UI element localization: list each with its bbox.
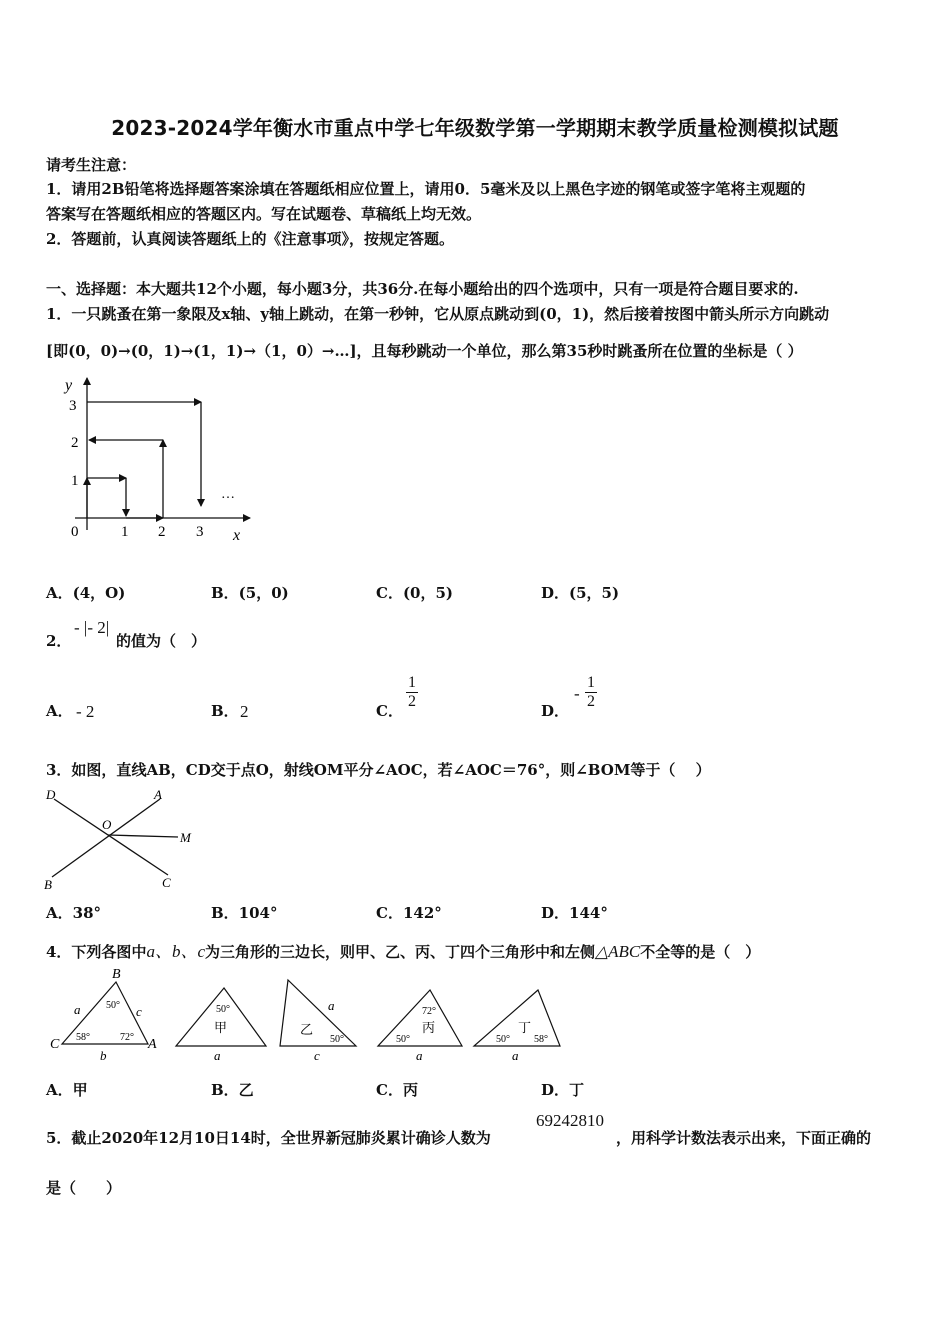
triangle-yi (280, 980, 356, 1063)
q4-text-triangle: △ABC (595, 942, 641, 961)
tri-ding-angle-left: 50° (496, 1034, 510, 1045)
tri-bing-label: 丙 (422, 1020, 436, 1035)
q1-fig-x1: 1 (121, 524, 129, 540)
q4-option-b: B．乙 (211, 1081, 254, 1099)
q4-text-end: 不全等的是（ ） (640, 943, 761, 961)
q2-text: 的值为（ ） (116, 632, 207, 650)
tri-abc-angle-c: 58° (76, 1032, 90, 1043)
q3-text: 3．如图，直线AB，CD交于点O，射线OM平分∠AOC，若∠AOC＝76°，则∠BOM等于（ ） (46, 761, 711, 779)
q1-figure (55, 370, 265, 550)
q4-option-c: C．丙 (376, 1081, 418, 1099)
q2-option-b-value: 2 (240, 702, 249, 721)
triangle-abc (50, 967, 157, 1063)
q1-option-b: B．(5，0) (211, 584, 289, 602)
q1-text-2: [即(0，0)→(0，1)→(1，1)→（1，0）→…]，且每秒跳动一个单位，那么第35秒时跳蚤所在位置的坐标是（ ） (46, 342, 803, 360)
tri-abc-b: B (112, 967, 121, 982)
tri-jia-angle: 50° (216, 1004, 230, 1015)
tri-jia-side: a (214, 1048, 221, 1063)
q2-expression: - |- 2| (74, 618, 110, 637)
q1-text-1: 1．一只跳蚤在第一象限及x轴、y轴上跳动，在第一秒钟，它从原点跳动到(0，1)，然后接着按图中箭头所示方向跳动 (46, 305, 830, 323)
section-heading: 一、选择题：本大题共12个小题，每小题3分，共36分.在每小题给出的四个选项中，只有一项是符合题目要求的. (46, 280, 799, 298)
triangle-jia (176, 988, 266, 1063)
q1-fig-x3: 3 (196, 524, 204, 540)
tri-ding-side: a (512, 1048, 519, 1063)
q3-fig-label-m: M (180, 830, 191, 845)
q3-option-a: A．38° (46, 904, 102, 922)
q2-option-d-sign: - (574, 684, 580, 703)
q1-option-a: A．(4，O) (46, 584, 126, 602)
q3-fig-label-c: C (162, 875, 171, 890)
tri-bing-side: a (416, 1048, 423, 1063)
q4-figure (44, 964, 574, 1064)
q2-option-c-label: C． (376, 702, 403, 720)
tri-ding-label: 丁 (518, 1020, 532, 1035)
tri-abc-angle-b: 50° (106, 1000, 120, 1011)
q3-fig-label-d: D (46, 787, 56, 802)
q4-text-mid: 为三角形的三边长，则甲、乙、丙、丁四个三角形中和左侧 (205, 943, 596, 961)
q2-option-b-label: B． (211, 702, 239, 720)
q2-option-d-fraction (585, 674, 597, 711)
notice-heading: 请考生注意： (46, 156, 137, 174)
q5-text-2: 是（ ） (46, 1179, 122, 1197)
tri-ding-angle-right: 58° (534, 1034, 548, 1045)
tri-yi-side-c: c (314, 1048, 320, 1063)
q1-fig-y-label: y (65, 377, 73, 394)
tri-abc-side-a: a (74, 1002, 81, 1017)
q2-option-a-value: - 2 (76, 702, 95, 721)
q5-text-post: ，用科学计数法表示出来，下面正确的 (616, 1129, 872, 1147)
q3-option-c: C．142° (376, 904, 442, 922)
q5-text-pre: 5．截止2020年12月10日14时，全世界新冠肺炎累计确诊人数为 (46, 1129, 491, 1147)
q1-fig-y2: 2 (71, 435, 79, 451)
q1-option-c: C．(0，5) (376, 584, 454, 602)
q2-d-numerator: 1 (587, 674, 595, 691)
q2-c-numerator: 1 (408, 674, 416, 691)
triangle-ding (474, 990, 560, 1063)
q3-option-d: D．144° (541, 904, 608, 922)
notice-item-1-cont: 答案写在答题纸相应的答题区内。写在试题卷、草稿纸上均无效。 (46, 205, 482, 223)
q1-fig-y1: 1 (71, 473, 79, 489)
notice-item-1: 1．请用2B铅笔将选择题答案涂填在答题纸相应位置上，请用0．5毫米及以上黑色字迹的钢笔或签字笔将主观题的 (46, 180, 806, 198)
q2-option-d-label: D． (541, 702, 570, 720)
tri-yi-angle: 50° (330, 1034, 344, 1045)
tri-abc-side-b: b (100, 1048, 107, 1063)
q4-text-pre: 4．下列各图中 (46, 943, 147, 961)
triangle-bing (378, 990, 462, 1063)
q2-number: 2． (46, 632, 72, 650)
q2-option-c-fraction (406, 674, 418, 711)
tri-jia-label: 甲 (214, 1020, 228, 1035)
q1-fig-y3: 3 (69, 398, 77, 414)
q1-fig-x2: 2 (158, 524, 166, 540)
q1-fig-dots: … (221, 487, 235, 502)
tri-bing-angle-left: 50° (396, 1034, 410, 1045)
q1-fig-x-label: x (233, 527, 241, 544)
q5-number: 69242810 (536, 1111, 604, 1130)
q1-option-d: D．(5，5) (541, 584, 620, 602)
q4-option-a: A．甲 (46, 1081, 88, 1099)
q3-fig-label-a: A (154, 787, 162, 802)
tri-abc-angle-a: 72° (120, 1032, 134, 1043)
q2-option-a-label: A． (46, 702, 73, 720)
q3-fig-label-b: B (44, 877, 52, 892)
tri-abc-c: C (50, 1037, 60, 1052)
q4-text (46, 937, 760, 962)
q1-fig-origin: 0 (71, 524, 79, 540)
q2-c-denominator: 2 (408, 693, 416, 710)
notice-item-2: 2．答题前，认真阅读答题纸上的《注意事项》，按规定答题。 (46, 230, 454, 248)
q3-fig-label-o: O (102, 817, 112, 832)
tri-bing-angle-top: 72° (422, 1006, 436, 1017)
q2-d-denominator: 2 (587, 693, 595, 710)
tri-abc-a: A (148, 1037, 157, 1052)
q4-text-vars: a、b、c (146, 942, 205, 961)
q3-option-b: B．104° (211, 904, 278, 922)
tri-yi-label: 乙 (300, 1022, 314, 1037)
q4-option-d: D．丁 (541, 1081, 585, 1099)
q3-figure (40, 785, 210, 895)
tri-yi-side-a: a (328, 998, 335, 1013)
page-title: 2023-2024学年衡水市重点中学七年级数学第一学期期末教学质量检测模拟试题 (111, 116, 839, 140)
tri-abc-side-c: c (136, 1004, 142, 1019)
